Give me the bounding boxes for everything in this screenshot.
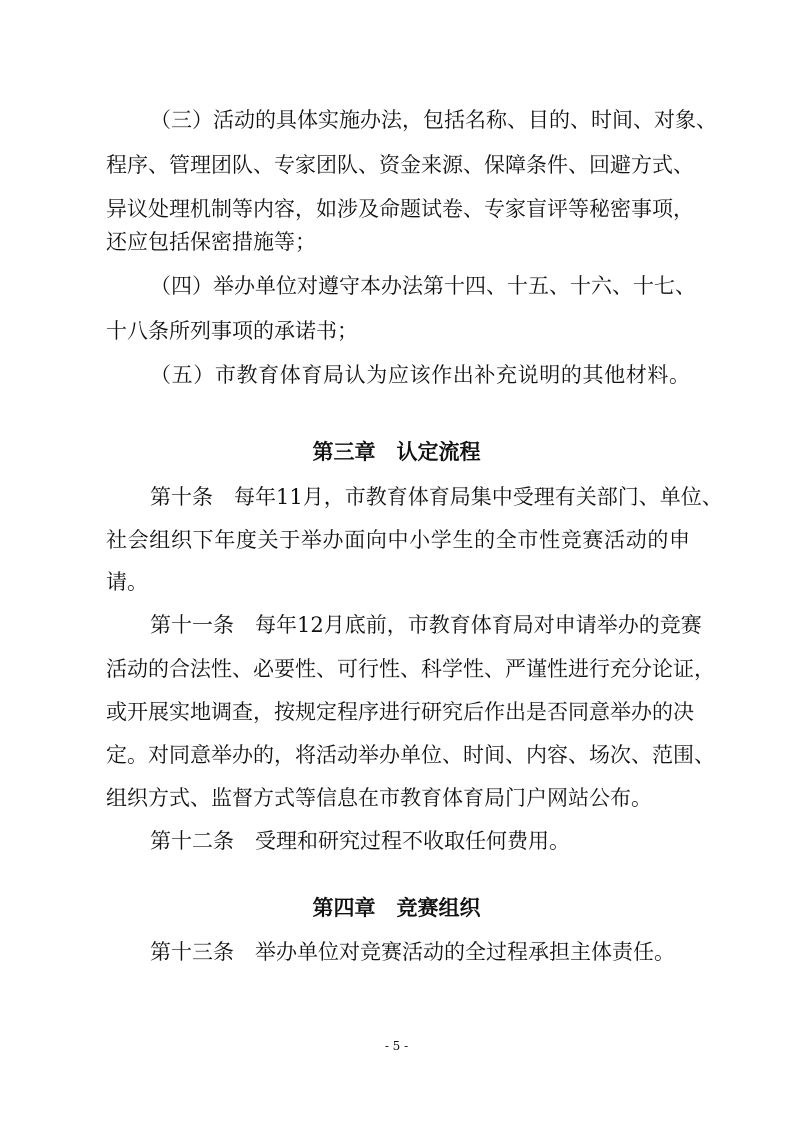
text: 组织方式、监督方式等信息在市教育体育局门户网站公布。 (106, 786, 652, 810)
text: 第十一条 每年12月底前，市教育体育局对申请举办的竞赛 (150, 613, 702, 637)
text: 活动的合法性、必要性、可行性、科学性、严谨性进行充分论证， (106, 657, 715, 681)
clause-3-line-1 (0, 98, 793, 142)
article-10-line-3 (0, 560, 793, 604)
text: 十八条所列事项的承诺书； (106, 319, 358, 343)
article-11-line-3 (0, 690, 793, 734)
article-11-line-4 (0, 733, 793, 777)
article-10-line-2 (0, 518, 793, 562)
text: 第十二条 受理和研究过程不收取任何费用。 (150, 829, 570, 853)
text: 程序、管理团队、专家团队、资金来源、保障条件、回避方式、 (106, 153, 694, 177)
article-11-line-5 (0, 776, 793, 820)
text: 或开展实地调查，按规定程序进行研究后作出是否同意举办的决 (106, 700, 694, 724)
text: 第十条 每年11月，市教育体育局集中受理有关部门、单位、 (150, 485, 723, 509)
chapter-3-title: 第三章 认定流程 (312, 440, 481, 464)
article-11-line-2 (0, 647, 793, 691)
clause-5-line-1 (0, 353, 793, 397)
article-10-line-1 (0, 475, 793, 519)
article-13-line-1 (0, 930, 793, 974)
text: 第十三条 举办单位对竞赛活动的全过程承担主体责任。 (150, 940, 675, 964)
clause-4-line-2 (0, 309, 793, 353)
chapter-4-title: 第四章 竞赛组织 (312, 896, 481, 920)
text: （三）活动的具体实施办法，包括名称、目的、时间、对象、 (150, 108, 717, 132)
clause-4-line-1 (0, 264, 793, 308)
text: 请。 (106, 570, 148, 594)
page-number: - 5 - (384, 1039, 409, 1053)
text: 定。对同意举办的，将活动举办单位、时间、内容、场次、范围、 (106, 743, 715, 767)
text: 异议处理机制等内容，如涉及命题试卷、专家盲评等秘密事项， (106, 197, 694, 221)
text: （五）市教育体育局认为应该作出补充说明的其他材料。 (150, 363, 690, 387)
article-12-line-1 (0, 819, 793, 863)
clause-3-line-2 (0, 143, 793, 187)
text: （四）举办单位对遵守本办法第十四、十五、十六、十七、 (150, 274, 696, 298)
text: 社会组织下年度关于举办面向中小学生的全市性竞赛活动的申 (106, 528, 690, 552)
clause-3-line-4 (0, 220, 793, 264)
article-11-line-1 (0, 603, 793, 647)
text: 还应包括保密措施等； (106, 230, 316, 254)
